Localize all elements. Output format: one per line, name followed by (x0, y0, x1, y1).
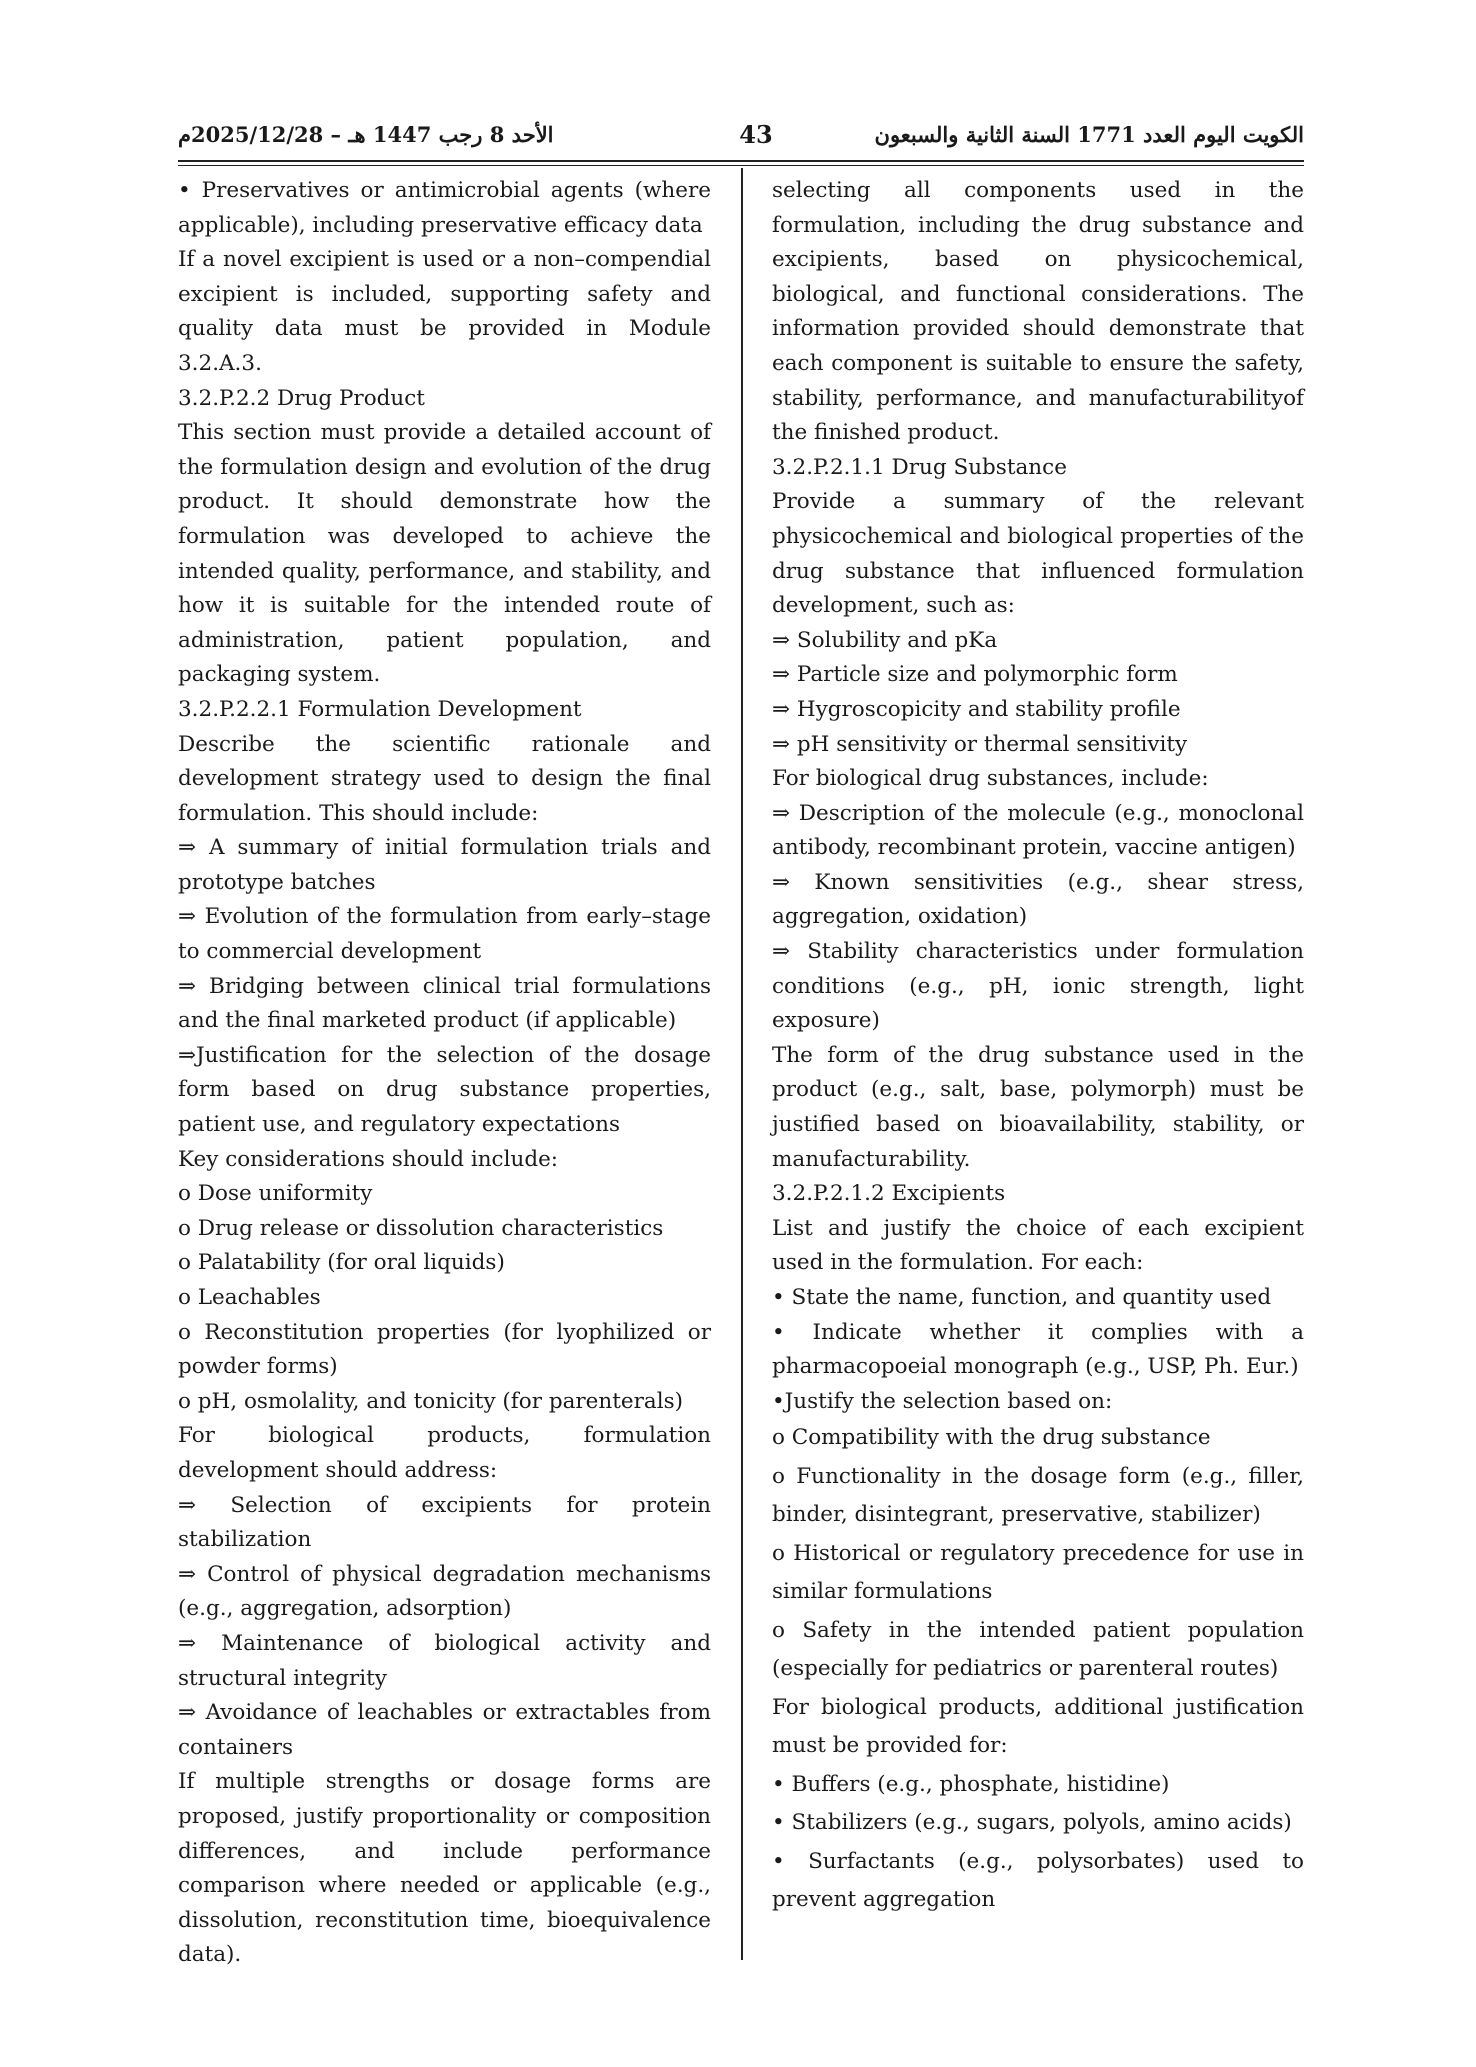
right-column (772, 174, 1304, 1920)
list-item: ⇒ Evolution of the formulation from early–stage to commercial development (178, 904, 711, 965)
list-item: o Functionality in the dosage form (e.g., filler, binder, disintegrant, preservative, stabilizer) (772, 1463, 1304, 1528)
list-item: o Drug release or dissolution characteristics (178, 1215, 664, 1241)
paragraph-biological-substances: For biological drug substances, include: (772, 766, 1209, 792)
paragraph-excipients: List and justify the choice of each excipient used in the formulation. For each: (772, 1215, 1304, 1276)
paragraph-multiple-strengths: If multiple strengths or dosage forms are proposed, justify proportionality or composition differences, and include performance comparison where needed or applicable (e.g., dissolution, reconstitution time, bioequivalence data). (178, 1769, 711, 1968)
paragraph-form-of-substance: The form of the drug substance used in the product (e.g., salt, base, polymorph) must be justified based on bioavailability, stability, or manufacturability. (772, 1042, 1304, 1172)
list-item: • Surfactants (e.g., polysorbates) used to prevent aggregation (772, 1848, 1304, 1913)
paragraph-novel-excipient: If a novel excipient is used or a non–compendial excipient is included, supporting safety and quality data must be provided in Module 3.2.A.3. (178, 247, 711, 376)
left-column (178, 174, 711, 1973)
list-item: ⇒ Hygroscopicity and stability profile (772, 696, 1181, 722)
list-item: • Stabilizers (e.g., sugars, polyols, amino acids) (772, 1810, 1292, 1836)
bullet-preservatives: • Preservatives or antimicrobial agents (where applicable), including preservative efficacy data (178, 178, 711, 238)
list-item: o pH, osmolality, and tonicity (for parenterals) (178, 1388, 684, 1414)
list-item: ⇒ Bridging between clinical trial formulations and the final marketed product (if applicable) (178, 973, 711, 1034)
list-item: •Justify the selection based on: (772, 1388, 1113, 1414)
list-item: o Dose uniformity (178, 1181, 373, 1207)
list-item: ⇒ A summary of initial formulation trials and prototype batches (178, 835, 711, 895)
list-item: ⇒ Selection of excipients for protein stabilization (178, 1492, 711, 1553)
heading-drug-substance: 3.2.P.2.1.1 Drug Substance (772, 454, 1067, 480)
list-item: ⇒ Maintenance of biological activity and structural integrity (178, 1630, 711, 1691)
paragraph-key-considerations: Key considerations should include: (178, 1146, 559, 1172)
list-item: ⇒ Particle size and polymorphic form (772, 662, 1178, 688)
list-item: ⇒ pH sensitivity or thermal sensitivity (772, 731, 1188, 757)
heading-formulation-development: 3.2.P.2.2.1 Formulation Development (178, 696, 582, 722)
paragraph-formulation-development: Describe the scientific rationale and development strategy used to design the final formulation. This should include: (178, 731, 711, 826)
list-item: ⇒ Solubility and pKa (772, 627, 998, 653)
paragraph-additional-justification: For biological products, additional justification must be provided for: (772, 1694, 1304, 1759)
paragraph-biological-products: For biological products, formulation development should address: (178, 1423, 711, 1483)
heading-excipients: 3.2.P.2.1.2 Excipients (772, 1181, 1006, 1207)
column-divider (741, 168, 743, 1960)
paragraph-drug-product: This section must provide a detailed account of the formulation design and evolution of the drug product. It should demonstrate how the formulation was developed to achieve the intended quality, performance, and stability, and how it is suitable for the intended route of administration, patient population, and packaging system. (178, 420, 711, 688)
header-rule-thin (178, 165, 1304, 166)
header-date: الأحد 8 رجب 1447 هـ – 2025/12/28م (178, 122, 554, 147)
list-item: ⇒ Description of the molecule (e.g., monoclonal antibody, recombinant protein, vaccine antigen) (772, 800, 1304, 861)
paragraph-selecting-components: selecting all components used in the formulation, including the drug substance and excipients, based on physicochemical, biological, and functional considerations. The information provided should demonstrate that each component is suitable to ensure the safety, stability, performance, and manufacturabilityof the finished product. (772, 178, 1304, 446)
list-item: o Compatibility with the drug substance (772, 1425, 1211, 1451)
list-item: • Buffers (e.g., phosphate, histidine) (772, 1771, 1170, 1797)
list-item: ⇒ Known sensitivities (e.g., shear stress, aggregation, oxidation) (772, 869, 1304, 930)
header-issue: الكويت اليوم العدد 1771 السنة الثانية والسبعون (874, 122, 1304, 147)
list-item: ⇒ Avoidance of leachables or extractables from containers (178, 1700, 711, 1760)
list-item: o Reconstitution properties (for lyophilized or powder forms) (178, 1319, 711, 1380)
header-rule-thick (178, 160, 1304, 162)
list-item: o Safety in the intended patient population (especially for pediatrics or parenteral routes) (772, 1617, 1304, 1682)
list-item: • Indicate whether it complies with a pharmacopoeial monograph (e.g., USP, Ph. Eur.) (772, 1319, 1304, 1380)
list-item: o Palatability (for oral liquids) (178, 1250, 505, 1276)
list-item: o Historical or regulatory precedence for use in similar formulations (772, 1540, 1304, 1605)
list-item: ⇒ Stability characteristics under formulation conditions (e.g., pH, ionic strength, light exposure) (772, 939, 1304, 1034)
list-item: o Leachables (178, 1285, 321, 1310)
list-item: • State the name, function, and quantity used (772, 1285, 1272, 1310)
heading-drug-product: 3.2.P.2.2 Drug Product (178, 385, 425, 411)
paragraph-drug-substance: Provide a summary of the relevant physicochemical and biological properties of the drug substance that influenced formulation development, such as: (772, 489, 1304, 619)
list-item: ⇒ Control of physical degradation mechanisms (e.g., aggregation, adsorption) (178, 1561, 711, 1622)
list-item: ⇒Justification for the selection of the dosage form based on drug substance properties, patient use, and regulatory expectations (178, 1042, 711, 1138)
page-header (178, 120, 1304, 160)
page-number: 43 (739, 120, 773, 149)
